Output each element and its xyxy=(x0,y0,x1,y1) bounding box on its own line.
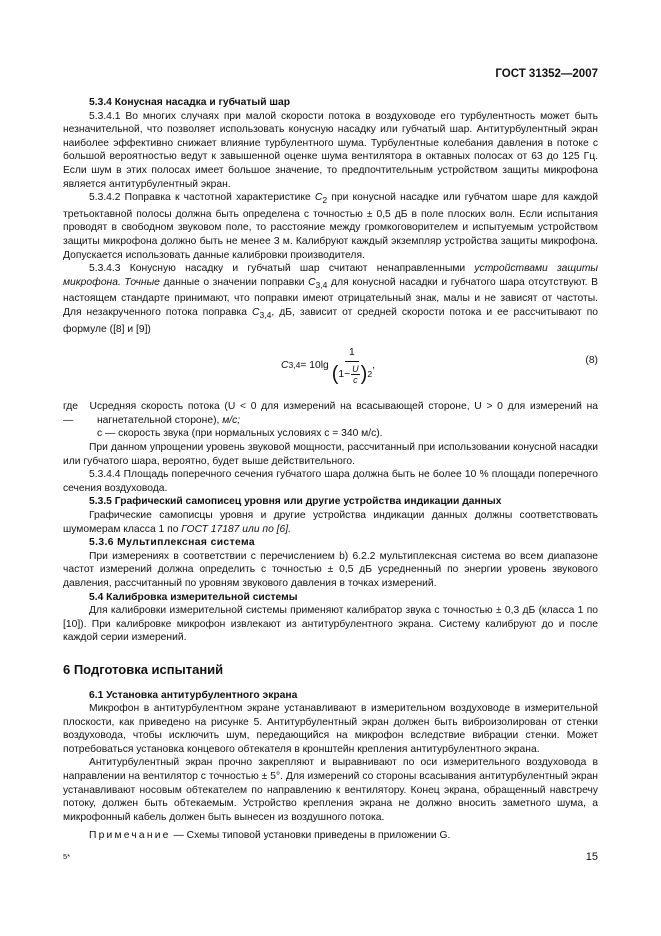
paragraph-5-3-4-1: 5.3.4.1 Во многих случаях при малой скорости потока в воздуховоде его турбулентность может быть незначительной, что позволяет использовать конусную насадку или губчатый шар. Антитурбулентный экран наиболее эффективно снижает влияние турбулентного шума. Турбулентные колебания давления в потоке с большой вероятностью ведут к завышенной оценке шума вентилятора в октавных полосах от 63 до 125 Гц. Если шум в этих полосах имеет большое значение, то предпочтительным устройством защиты микрофона является антитурбулентный экран. xyxy=(63,110,598,190)
section-5-4-title: 5.4 Калибровка измерительной системы xyxy=(89,591,298,603)
paragraph-6-1-b: Антитурбулентный экран прочно закрепляют и выравнивают по оси измерительного воздуховода в направлении на вентилятор с точностью ± 5°. Для измерений со стороны всасывания антитурбулентный экран устанавливают носовым обтекателем по направлению к вентилятору. Конец экрана, обращенный навстречу потоку, должен быть обтекаемым. Устройство крепления экрана не должно вносить заметного шума, а микрофонный кабель должен быть вынесен из воздушного потока. xyxy=(63,757,598,823)
section-5-3-5-title: 5.3.5 Графический самописец уровня или другие устройства индикации данных xyxy=(89,496,502,508)
formula-expression: C 3,4 = 10lg 1 ( 1− $\frac{U}{c}$ ) 2 , xyxy=(281,347,375,386)
paragraph-simplification: При данном упрощении уровень звуковой мощности, рассчитанный при использовании конусной насадки или губчатого шара, вероятно, будет выше действительного. xyxy=(63,442,598,467)
page-number: 15 xyxy=(585,851,598,863)
paragraph-5-3-4-2: 5.3.4.2 Поправка к частотной характеристике $C_2$ при конусной насадке или губчатом шаре для каждой третьоктавной полосы должна быть определена с точностью ± 0,5 дБ в поле плоских волн. Если испытания проводят в свободном звуковом поле, то расстояние между громкоговорителем и испытуемым устройством защиты микрофона должно быть не менее 3 м. Калибруют каждый экземпляр устройства защиты микрофона. Допускается использовать данные калибровки производителя. xyxy=(63,192,598,261)
footer-mark: 5* xyxy=(63,852,71,861)
formula-number: (8) xyxy=(585,355,598,367)
paragraph-5-3-4-4: 5.3.4.4 Площадь поперечного сечения губчатого шара должна быть не более 10 % площади поперечного сечения воздуховода. xyxy=(63,469,598,494)
section-6-1-title: 6.1 Установка антитурбулентного экрана xyxy=(89,689,298,701)
where-c: c — скорость звука (при нормальных условиях c = 340 м/с). xyxy=(97,428,383,440)
formula-fraction: 1 ( 1− $\frac{U}{c}$ ) 2 xyxy=(331,347,373,386)
section-6-title: 6 Подготовка испытаний xyxy=(63,661,224,677)
section-5-3-4-title: 5.3.4 Конусная насадка и губчатый шар xyxy=(89,97,291,108)
paragraph-5-3-6: При измерениях в соответствии с перечислением b) 6.2.2 мультиплексная система во всем диапазоне частот измерений должна определить с точностью ± 0,5 дБ усредненный по энергии уровень звукового давления, рассчитанный по уровням звукового давления в точках измерений. xyxy=(63,550,598,589)
standard-header: ГОСТ 31352—2007 xyxy=(495,68,598,80)
paragraph-5-3-4-3: 5.3.4.3 Конусную насадку и губчатый шар считают ненаправленными устройствами защиты микрофона. Точные данные о значении поправки $C_{3,4}$ для конусной насадки и губчатого шара отсутствуют. В настоящем стандарте принимают, что поправки имеют отрицательный знак, малы и не зависят от частоты. Для незакрученного потока поправка $C_{3,4}$, дБ, зависит от средней скорости потока и ее рассчитывают по формуле ([8] и [9]) xyxy=(63,263,599,335)
page-content xyxy=(63,96,598,843)
section-5-3-6-title: 5.3.6 Мультиплексная система xyxy=(89,537,256,549)
paragraph-5-3-5: Графические самописцы уровня и другие устройства индикации данных должны соответствовать шумомерам класса 1 по ГОСТ 17187 или по [6]. xyxy=(63,509,598,535)
paragraph-5-4: Для калибровки измерительной системы применяют калибратор звука с точностью ± 0,3 дБ (класса 1 по [10]). При калибровке микрофон извлекают из антитурбулентного экрана. Систему калибруют до и после каждой серии измерений. xyxy=(63,605,598,644)
paragraph-6-1-a: Микрофон в антитурбулентном экране устанавливают в измерительном воздуховоде в измерительной плоскости, как приведено на рисунке 5. Антитурбулентный экран должен быть виброизолирован от стенки воздуховода, чтобы исключить шум, передающийся на микрофон вследствие вибрации стенки. Может потребоваться установка концевого обтекателя в кронштейн крепления антитурбулентного экрана. xyxy=(63,703,598,755)
note: Примечание — Схемы типовой установки приведены в приложении G. xyxy=(89,830,451,842)
formula-8 xyxy=(63,340,598,398)
where-u: где U — средняя скорость потока (U < 0 для измерений на всасывающей стороне, U > 0 для измерений на нагнетательной стороне), м/с; xyxy=(63,401,598,426)
